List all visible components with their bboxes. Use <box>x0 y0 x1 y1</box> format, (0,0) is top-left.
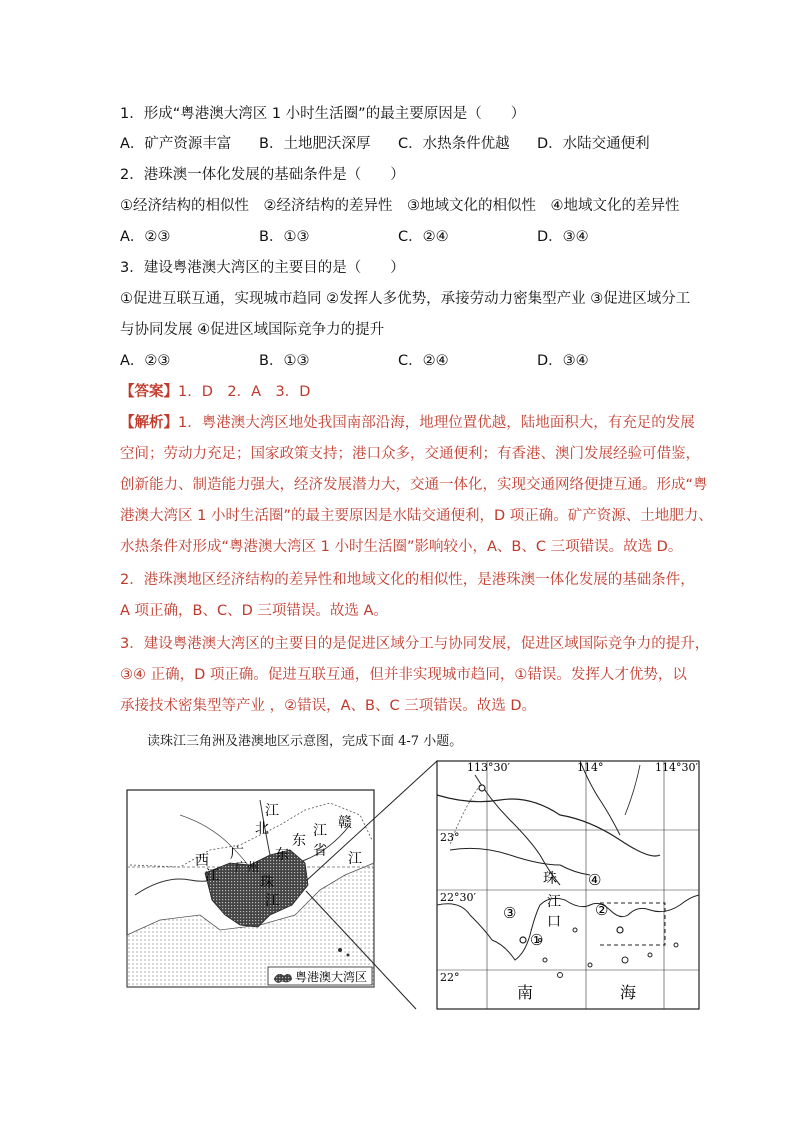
q3-option-b: B．①③ <box>259 353 310 369</box>
q3-statements-2: 与协同发展 ④促进区域国际竞争力的提升 <box>120 322 385 338</box>
label-kou-estuary: 口 <box>547 914 561 930</box>
q2-option-d: D．③④ <box>537 229 589 245</box>
label-xi: 西 <box>195 853 209 869</box>
lon-label-114: 114° <box>577 761 604 774</box>
q2-option-a: A．②③ <box>120 229 171 245</box>
left-overview-map <box>127 790 374 987</box>
point-3: ③ <box>503 904 517 922</box>
legend-label: 粤港澳大湾区 <box>295 970 368 984</box>
answer-line <box>120 382 310 402</box>
lat-label-23: 23° <box>440 831 460 844</box>
q3-stem: 3．建设粤港澳大湾区的主要目的是（ ） <box>120 260 405 276</box>
q1-option-c: C．水热条件优越 <box>398 136 510 152</box>
lon-label-114-30: 114°30′ <box>655 761 698 774</box>
label-jiang-estuary: 江 <box>547 894 561 910</box>
analysis-line-2: 空间；劳动力充足；国家政策支持；港口众多，交通便利；有香港、澳门发展经验可借鉴， <box>120 446 700 462</box>
answer-text: 1．D 2．A 3．D <box>178 384 311 400</box>
q2-stem: 2．港珠澳一体化发展的基础条件是（ ） <box>120 167 405 183</box>
label-sheng: 省 <box>313 843 327 859</box>
label-nan: 南 <box>517 983 534 1002</box>
point-2: ② <box>595 901 609 919</box>
label-jiang-1: 江 <box>265 803 279 819</box>
q2-statements: ①经济结构的相似性 ②经济结构的差异性 ③地域文化的相似性 ④地域文化的差异性 <box>120 198 680 214</box>
q2-options <box>120 227 589 247</box>
label-guangzhou: 广州 <box>235 860 260 874</box>
q3-option-d: D．③④ <box>537 353 589 369</box>
q3-option-c: C．②④ <box>398 353 449 369</box>
analysis-line-1: 【解析】1．粤港澳大湾区地处我国南部沿海，地理位置优越，陆地面积大，有充足的发展 <box>120 415 695 431</box>
figure-caption: 读珠江三角洲及港澳地区示意图，完成下面 4-7 小题。 <box>147 734 463 749</box>
q2-option-b: B．①③ <box>259 229 310 245</box>
q1-stem: 1．形成“粤港澳大湾区 1 小时生活圈”的最主要原因是（ ） <box>120 106 526 122</box>
label-dong-2: 东 <box>275 847 289 863</box>
analysis-line-4: 港澳大湾区 1 小时生活圈”的最主要原因是水陆交通便利，D 项正确。矿产资源、土地肥力、 <box>120 508 713 524</box>
analysis-line-10: 承接技术密集型等产业 ，②错误，A、B、C 三项错误。故选 D。 <box>120 698 536 714</box>
label-jiang-3: 江 <box>205 868 219 884</box>
label-guang: 广 <box>230 846 244 862</box>
pearl-river-delta-map-figure <box>120 755 705 1015</box>
label-jiang-5: 江 <box>265 893 279 909</box>
analysis-line-6: 2．港珠澳地区经济结构的差异性和地域文化的相似性，是港珠澳一体化发展的基础条件， <box>120 572 695 588</box>
lat-label-22-30: 22°30′ <box>440 891 476 904</box>
lon-label-113-30: 113°30′ <box>467 761 510 774</box>
label-jiang-2: 江 <box>313 823 327 839</box>
q1-options <box>120 134 650 154</box>
label-gan: 赣 <box>338 815 352 831</box>
analysis-label: 【解析】 <box>120 415 178 431</box>
point-1: ① <box>530 931 544 949</box>
label-bei: 北 <box>255 821 269 837</box>
answer-label: 【答案】 <box>120 384 178 400</box>
q2-option-c: C．②④ <box>398 229 449 245</box>
point-4: ④ <box>588 871 602 889</box>
label-zhu: 珠 <box>260 875 274 891</box>
analysis-line-9: ③④ 正确，D 项正确。促进互联互通，但并非实现城市趋同，①错误。发挥人才优势，以 <box>120 667 687 683</box>
label-zhu-estuary: 珠 <box>543 871 557 887</box>
analysis-line-8: 3．建设粤港澳大湾区的主要目的是促进区域分工与协同发展，促进区域国际竞争力的提升， <box>120 636 710 652</box>
q1-option-d: D．水陆交通便利 <box>537 136 650 152</box>
label-dong: 东 <box>292 833 306 849</box>
q3-options <box>120 351 589 371</box>
q1-option-b: B．土地肥沃深厚 <box>259 136 371 152</box>
right-detail-map <box>437 761 699 1009</box>
label-hai: 海 <box>620 983 637 1002</box>
label-jiang-4: 江 <box>348 851 362 867</box>
q3-option-a: A．②③ <box>120 353 171 369</box>
lat-label-22: 22° <box>440 971 460 984</box>
analysis-line-3: 创新能力、制造能力强大，经济发展潜力大，交通一体化，实现交通网络便捷互通。形成“粤 <box>120 477 708 493</box>
analysis-line-7: A 项正确，B、C、D 三项错误。故选 A。 <box>120 603 388 619</box>
q3-statements-1: ①促进互联互通，实现城市趋同 ②发挥人多优势，承接劳动力密集型产业 ③促进区域分工 <box>120 291 691 307</box>
analysis-line-5: 水热条件对形成“粤港澳大湾区 1 小时生活圈”影响较小，A、B、C 三项错误。故选 D。 <box>120 539 683 555</box>
q1-option-a: A．矿产资源丰富 <box>120 136 232 152</box>
